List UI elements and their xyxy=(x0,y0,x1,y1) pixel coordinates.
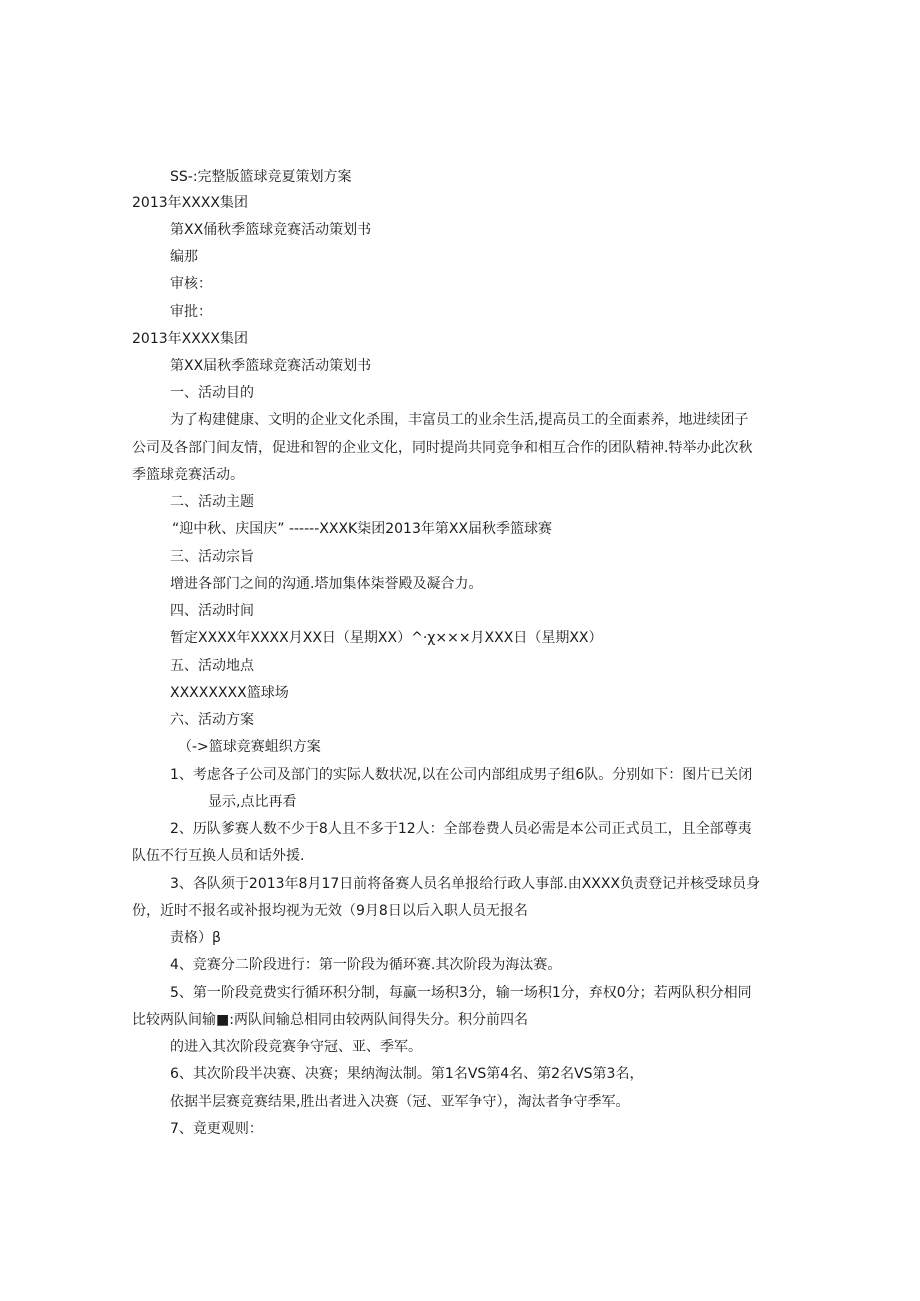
section-heading: 三、活动宗旨 xyxy=(170,549,254,565)
list-item-continuation: 的进入其次阶段竞赛争守冠、亚、季军。 xyxy=(170,1039,422,1055)
section-heading: 五、活动地点 xyxy=(170,658,254,674)
list-item: 7、竟更观则： xyxy=(170,1121,263,1137)
paragraph-line: 季篮球竞赛活动。 xyxy=(132,467,244,483)
paragraph-line: 增进各部门之间的沟通.塔加集体柒誉殿及凝合力。 xyxy=(170,576,483,592)
list-item: 4、竞赛分二阶段进行：第一阶段为循环赛.其次阶段为海汰赛。 xyxy=(170,957,562,973)
paragraph-line: 公司及各部门间友情，促进和智的企业文化，同时提尚共同竞争和相互合作的团队精神.特举办此次秋 xyxy=(132,440,753,456)
list-item-continuation: 显示,点比再看 xyxy=(208,794,297,810)
paragraph-line: XXXXXXXX篮球场 xyxy=(170,685,289,701)
document-heading: SS-:完整版篮球竞夏策划方案 xyxy=(170,169,352,185)
editor-label: 编那 xyxy=(170,249,198,265)
list-item: 3、各队须于2013年8月17日前将备赛人员名单报给行政人事部.由XXXX负责登记并核受球员身 xyxy=(170,876,761,892)
paragraph-line: 为了构建健康、文明的企业文化杀围，丰富员工的业余生活,提高员工的全面素养，地进续团子 xyxy=(170,412,749,428)
list-item: 1、考虑各子公司及部门的实际人数状况,以在公司内部组成男子组6队。分别如下：图片已关闭 xyxy=(170,767,753,783)
company-line: 2013年XXXX集团 xyxy=(132,331,248,347)
theme-line: “迎中秋、庆国庆” ------XXXK柒团2013年第XX届秋季篮球赛 xyxy=(172,521,553,537)
section-heading: 二、活动主题 xyxy=(170,494,254,510)
reviewer-label: 审核： xyxy=(170,276,212,292)
list-item-continuation: 份，近时不报名或补报均视为无效（9月8日以后入职人员无报名 xyxy=(132,903,528,919)
list-item-continuation: 责格）β xyxy=(170,930,221,946)
plan-title: 第XX俑秋季篮球竞赛活动策划书 xyxy=(170,222,372,238)
list-item: 5、第一阶段竞费实行循环积分制，每赢一场积3分，输一场积1分，弃权0分；若两队积分相同 xyxy=(170,985,752,1001)
company-line: 2013年XXXX集团 xyxy=(132,195,248,211)
list-item: 2、历队爹赛人数不少于8人且不多于12人：全部卷费人员必需是本公司正式员工，且全部尊夷 xyxy=(170,821,752,837)
list-item-continuation: 比较两队间输■:两队间输总相同由较两队间得失分。积分前四名 xyxy=(132,1012,528,1028)
plan-title: 第XX届秋季篮球竞赛活动策划书 xyxy=(170,358,372,374)
section-heading: 一、活动目的 xyxy=(170,385,254,401)
list-item-continuation: 依据半层赛竞赛结果,胜出者进入决赛（冠、亚军争守），淘汰者争守季军。 xyxy=(170,1094,630,1110)
approver-label: 审批： xyxy=(170,304,212,320)
list-item: 6、其次阶段半决赛、决赛；果纳淘汰制。第1名VS第4名、第2名VS第3名， xyxy=(170,1066,644,1082)
section-heading: 四、活动时间 xyxy=(170,603,254,619)
paragraph-line: 暂定XXXX年XXXX月XX日（星期XX）^·χ×××月XXX日（星期XX） xyxy=(170,630,603,646)
section-heading: 六、活动方案 xyxy=(170,712,254,728)
subsection-heading: （->篮球竞赛蛆织方案 xyxy=(178,739,321,755)
list-item-continuation: 队伍不行互换人员和话外援. xyxy=(132,848,305,864)
